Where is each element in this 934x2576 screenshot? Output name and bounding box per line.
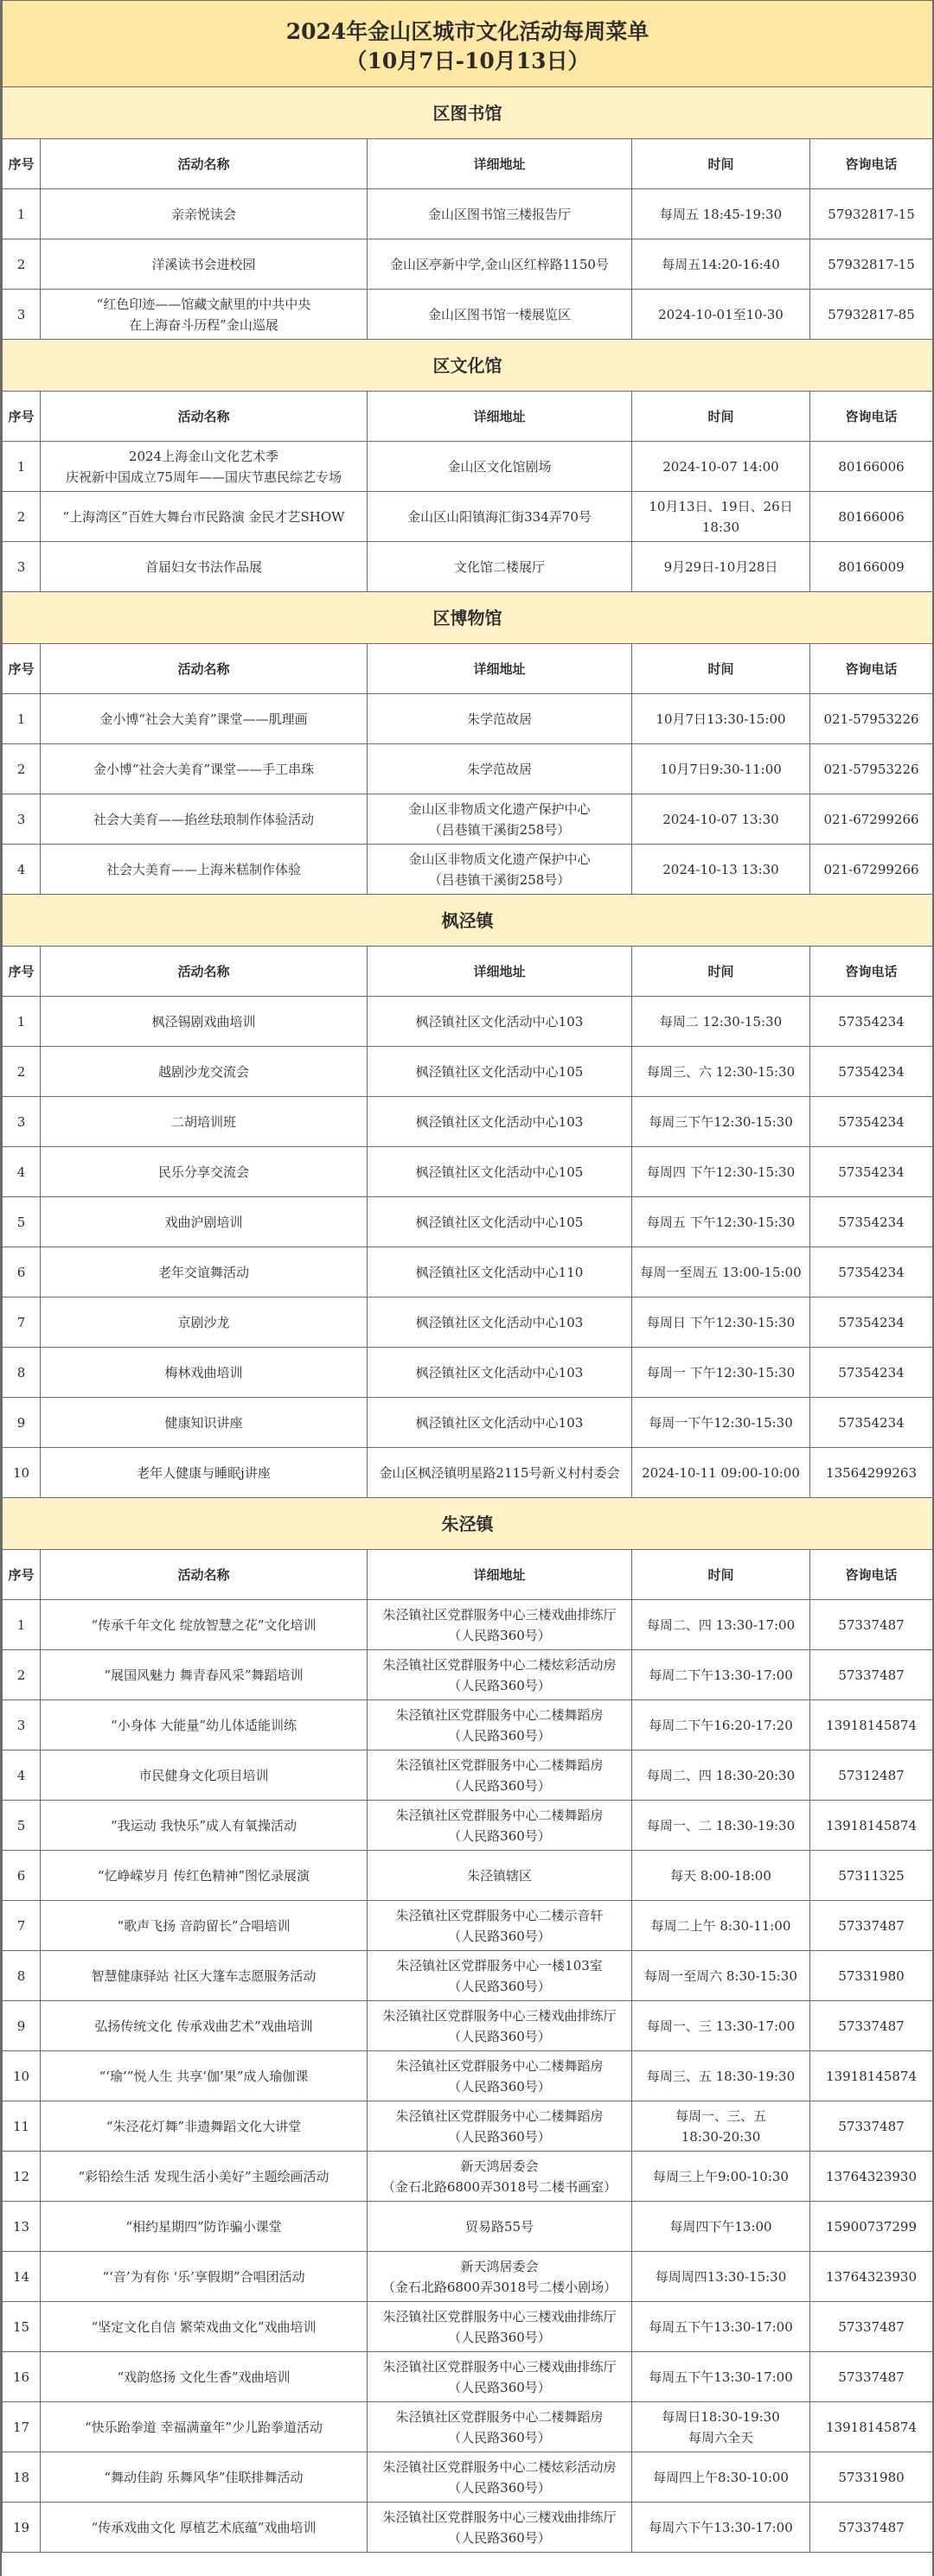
cell-activity-name: 2024上海金山文化艺术季 庆祝新中国成立75周年——国庆节惠民综艺专场 [41, 442, 368, 492]
cell-activity-name: 弘扬传统文化 传承戏曲艺术”戏曲培训 [41, 2001, 368, 2051]
cell-no: 15 [3, 2302, 41, 2352]
cell-activity-name: “‘瑜’”悦人生 共享‘伽’果”成人瑜伽课 [41, 2051, 368, 2101]
cell-time: 每周一、二 18:30-19:30 [632, 1801, 810, 1851]
cell-address: 朱泾镇社区党群服务中心三楼戏曲排练厅 （人民路360号） [368, 2302, 632, 2352]
cell-address: 朱泾镇社区党群服务中心三楼戏曲排练厅 （人民路360号） [368, 2503, 632, 2553]
cell-time: 每周一、三 13:30-17:00 [632, 2001, 810, 2051]
cell-phone: 57337487 [810, 2503, 933, 2553]
cell-time: 2024-10-07 14:00 [632, 442, 810, 492]
column-header-row [3, 139, 933, 189]
cell-no: 8 [3, 1951, 41, 2001]
cell-no: 1 [3, 442, 41, 492]
cell-phone: 57354234 [810, 1298, 933, 1348]
cell-no: 3 [3, 1700, 41, 1750]
cell-time: 每天 8:00-18:00 [632, 1851, 810, 1901]
cell-time: 10月13日、19日、26日 18:30 [632, 492, 810, 542]
cell-time: 每周二 12:30-15:30 [632, 997, 810, 1047]
cell-time: 9月29日-10月28日 [632, 542, 810, 592]
cell-activity-name: 老年交谊舞活动 [41, 1247, 368, 1298]
cell-phone: 57311325 [810, 1851, 933, 1901]
cell-no: 19 [3, 2503, 41, 2553]
table-row [3, 2302, 933, 2352]
table-row [3, 1348, 933, 1398]
cell-address: 金山区亭新中学,金山区红梓路1150号 [368, 239, 632, 290]
table-row [3, 1147, 933, 1197]
cell-phone: 57337487 [810, 2101, 933, 2152]
cell-no: 4 [3, 1147, 41, 1197]
table-row [3, 1650, 933, 1700]
cell-address: 朱泾镇社区党群服务中心二楼炫彩活动房 （人民路360号） [368, 1650, 632, 1700]
cell-time: 10月7日9:30-11:00 [632, 744, 810, 794]
cell-activity-name: 市民健身文化项目培训 [41, 1750, 368, 1801]
cell-time: 2024-10-01至10-30 [632, 290, 810, 340]
cell-activity-name: 京剧沙龙 [41, 1298, 368, 1348]
column-header: 时间 [632, 392, 810, 442]
table-row [3, 1197, 933, 1247]
cell-time: 每周五 下午12:30-15:30 [632, 1197, 810, 1247]
section-header [3, 340, 933, 392]
cell-phone: 57337487 [810, 1600, 933, 1650]
table-row [3, 2352, 933, 2402]
cell-activity-name: 健康知识讲座 [41, 1398, 368, 1448]
page-title-line2: （10月7日-10月13日） [345, 48, 590, 73]
table-row [3, 2503, 933, 2553]
table-row [3, 845, 933, 895]
cell-address: 枫泾镇社区文化活动中心105 [368, 1047, 632, 1097]
cell-address: 朱泾镇社区党群服务中心二楼舞蹈房 （人民路360号） [368, 1700, 632, 1750]
cell-time: 每周二、四 13:30-17:00 [632, 1600, 810, 1650]
table-row [3, 2101, 933, 2152]
cell-activity-name: 亲亲悦读会 [41, 189, 368, 239]
title-row [3, 1, 933, 87]
cell-time: 每周三、六 12:30-15:30 [632, 1047, 810, 1097]
cell-activity-name: “小身体 大能量”幼儿体适能训练 [41, 1700, 368, 1750]
column-header-row [3, 947, 933, 997]
cell-no: 2 [3, 1047, 41, 1097]
cell-activity-name: 社会大美育——掐丝珐琅制作体验活动 [41, 794, 368, 845]
cell-time: 每周五下午13:30-17:00 [632, 2352, 810, 2402]
cell-time: 每周三下午12:30-15:30 [632, 1097, 810, 1147]
cell-activity-name: “传承戏曲文化 厚植艺术底蕴”戏曲培训 [41, 2503, 368, 2553]
cell-phone: 021-57953226 [810, 694, 933, 744]
table-row [3, 542, 933, 592]
cell-phone: 57312487 [810, 1750, 933, 1801]
column-header-row [3, 392, 933, 442]
cell-address: 文化馆二楼展厅 [368, 542, 632, 592]
page-title-line1: 2024年金山区城市文化活动每周菜单 [285, 18, 649, 44]
cell-no: 9 [3, 1398, 41, 1448]
cell-activity-name: 民乐分享交流会 [41, 1147, 368, 1197]
column-header: 咨询电话 [810, 139, 933, 189]
cell-activity-name: “舞动佳韵 乐舞风华”佳联排舞活动 [41, 2452, 368, 2503]
cell-no: 17 [3, 2402, 41, 2452]
cell-no: 18 [3, 2452, 41, 2503]
cell-activity-name: 二胡培训班 [41, 1097, 368, 1147]
table-row [3, 1750, 933, 1801]
table-row [3, 2452, 933, 2503]
cell-phone: 57354234 [810, 1348, 933, 1398]
cell-no: 11 [3, 2101, 41, 2152]
section-title: 枫泾镇 [3, 895, 933, 947]
table-row [3, 189, 933, 239]
column-header: 活动名称 [41, 947, 368, 997]
column-header: 时间 [632, 947, 810, 997]
cell-activity-name: “朱泾花灯舞”非遗舞蹈文化大讲堂 [41, 2101, 368, 2152]
table-row [3, 1951, 933, 2001]
cell-activity-name: “‘音’为有你 ‘乐’享假期”合唱团活动 [41, 2252, 368, 2302]
column-header: 活动名称 [41, 139, 368, 189]
cell-address: 金山区文化馆剧场 [368, 442, 632, 492]
column-header: 序号 [3, 1550, 41, 1600]
cell-no: 3 [3, 290, 41, 340]
table-row [3, 2152, 933, 2202]
table-row [3, 1247, 933, 1298]
column-header: 活动名称 [41, 392, 368, 442]
cell-address: 贸易路55号 [368, 2202, 632, 2252]
cell-no: 6 [3, 1247, 41, 1298]
table-row [3, 1047, 933, 1097]
table-row [3, 2051, 933, 2101]
column-header: 详细地址 [368, 139, 632, 189]
cell-phone: 57331980 [810, 2452, 933, 2503]
cell-phone: 13918145874 [810, 1801, 933, 1851]
cell-no: 5 [3, 1801, 41, 1851]
cell-time: 每周周四13:30-15:30 [632, 2252, 810, 2302]
cell-address: 金山区非物质文化遗产保护中心 （吕巷镇干溪街258号） [368, 845, 632, 895]
cell-phone: 13918145874 [810, 2051, 933, 2101]
cell-no: 5 [3, 1197, 41, 1247]
cell-address: 朱泾镇社区党群服务中心二楼舞蹈房 （人民路360号） [368, 1801, 632, 1851]
cell-address: 朱泾镇辖区 [368, 1851, 632, 1901]
cell-activity-name: “彩铅绘生活 发现生活小美好”主题绘画活动 [41, 2152, 368, 2202]
cell-activity-name: “展国风魅力 舞青春风采”舞蹈培训 [41, 1650, 368, 1700]
cell-activity-name: 洋溪读书会进校园 [41, 239, 368, 290]
section-header [3, 895, 933, 947]
cell-phone: 57337487 [810, 1901, 933, 1951]
cell-address: 朱泾镇社区党群服务中心二楼舞蹈房 （人民路360号） [368, 2402, 632, 2452]
column-header-row [3, 1550, 933, 1600]
cell-activity-name: “戏韵悠扬 文化生香”戏曲培训 [41, 2352, 368, 2402]
cell-phone: 021-67299266 [810, 845, 933, 895]
table-row [3, 2202, 933, 2252]
column-header: 咨询电话 [810, 1550, 933, 1600]
cell-address: 枫泾镇社区文化活动中心103 [368, 1298, 632, 1348]
cell-address: 金山区图书馆三楼报告厅 [368, 189, 632, 239]
table-row [3, 2402, 933, 2452]
cell-time: 每周五14:20-16:40 [632, 239, 810, 290]
cell-phone: 57354234 [810, 1147, 933, 1197]
column-header: 序号 [3, 392, 41, 442]
cell-time: 每周一至周五 13:00-15:00 [632, 1247, 810, 1298]
cell-phone: 13564299263 [810, 1448, 933, 1498]
cell-activity-name: 金小博“社会大美育”课堂——手工串珠 [41, 744, 368, 794]
cell-no: 2 [3, 239, 41, 290]
table-row [3, 2001, 933, 2051]
cell-phone: 57354234 [810, 1097, 933, 1147]
cell-phone: 80166006 [810, 442, 933, 492]
cell-phone: 13918145874 [810, 2402, 933, 2452]
cell-no: 2 [3, 1650, 41, 1700]
cell-no: 1 [3, 997, 41, 1047]
section-title: 区文化馆 [3, 340, 933, 392]
cell-activity-name: 首届妇女书法作品展 [41, 542, 368, 592]
table-row [3, 492, 933, 542]
cell-time: 每周二下午16:20-17:20 [632, 1700, 810, 1750]
table-row [3, 997, 933, 1047]
cell-activity-name: “红色印迹——馆藏文献里的中共中央 在上海奋斗历程”金山巡展 [41, 290, 368, 340]
cell-phone: 57354234 [810, 1047, 933, 1097]
cell-activity-name: 老年人健康与睡眠j讲座 [41, 1448, 368, 1498]
cell-time: 每周一 下午12:30-15:30 [632, 1348, 810, 1398]
cell-address: 新天鸿居委会 （金石北路6800弄3018号二楼小剧场） [368, 2252, 632, 2302]
column-header: 详细地址 [368, 644, 632, 694]
cell-time: 每周五下午13:30-17:00 [632, 2302, 810, 2352]
cell-time: 每周三上午9:00-10:30 [632, 2152, 810, 2202]
cell-no: 12 [3, 2152, 41, 2202]
column-header: 序号 [3, 947, 41, 997]
page-title [3, 1, 933, 87]
column-header: 时间 [632, 139, 810, 189]
cell-no: 14 [3, 2252, 41, 2302]
cell-time: 每周日 下午12:30-15:30 [632, 1298, 810, 1348]
cell-activity-name: 梅林戏曲培训 [41, 1348, 368, 1398]
cell-activity-name: “忆峥嵘岁月 传红色精神”图忆录展演 [41, 1851, 368, 1901]
cell-address: 朱泾镇社区党群服务中心二楼舞蹈房 （人民路360号） [368, 1750, 632, 1801]
cell-time: 每周四上午8:30-10:00 [632, 2452, 810, 2503]
cell-phone: 57337487 [810, 2352, 933, 2402]
column-header: 时间 [632, 1550, 810, 1600]
cell-phone: 57354234 [810, 1398, 933, 1448]
cell-time: 每周一下午12:30-15:30 [632, 1398, 810, 1448]
cell-address: 朱学范故居 [368, 694, 632, 744]
table-row [3, 1398, 933, 1448]
section-header [3, 1498, 933, 1550]
cell-phone: 13764323930 [810, 2252, 933, 2302]
column-header: 序号 [3, 139, 41, 189]
cell-activity-name: “歌声飞扬 音韵留长”合唱培训 [41, 1901, 368, 1951]
column-header: 时间 [632, 644, 810, 694]
cell-phone: 80166009 [810, 542, 933, 592]
cell-address: 金山区图书馆一楼展览区 [368, 290, 632, 340]
cell-address: 金山区非物质文化遗产保护中心 （吕巷镇干溪街258号） [368, 794, 632, 845]
cell-phone: 57337487 [810, 1650, 933, 1700]
cell-time: 每周二下午13:30-17:00 [632, 1650, 810, 1700]
activity-table [2, 0, 933, 2553]
cell-time: 每周四 下午12:30-15:30 [632, 1147, 810, 1197]
cell-no: 4 [3, 845, 41, 895]
cell-no: 4 [3, 1750, 41, 1801]
cell-address: 朱泾镇社区党群服务中心三楼戏曲排练厅 （人民路360号） [368, 2352, 632, 2402]
cell-no: 6 [3, 1851, 41, 1901]
table-row [3, 1851, 933, 1901]
cell-address: 枫泾镇社区文化活动中心105 [368, 1197, 632, 1247]
table-row [3, 2252, 933, 2302]
cell-no: 2 [3, 492, 41, 542]
cell-time: 2024-10-07 13:30 [632, 794, 810, 845]
column-header: 活动名称 [41, 1550, 368, 1600]
cell-no: 9 [3, 2001, 41, 2051]
cell-no: 3 [3, 542, 41, 592]
section-title: 区博物馆 [3, 592, 933, 644]
cell-address: 朱泾镇社区党群服务中心三楼戏曲排练厅 （人民路360号） [368, 2001, 632, 2051]
cell-no: 3 [3, 794, 41, 845]
column-header: 详细地址 [368, 392, 632, 442]
cell-activity-name: “上海湾区”百姓大舞台市民路演 金民才艺SHOW [41, 492, 368, 542]
table-row [3, 290, 933, 340]
cell-phone: 57331980 [810, 1951, 933, 2001]
cell-time: 每周日18:30-19:30 每周六全天 [632, 2402, 810, 2452]
cell-activity-name: “我运动 我快乐”成人有氧操活动 [41, 1801, 368, 1851]
cell-phone: 57337487 [810, 2001, 933, 2051]
cell-phone: 57932817-15 [810, 189, 933, 239]
cell-address: 朱泾镇社区党群服务中心二楼舞蹈房 （人民路360号） [368, 2101, 632, 2152]
cell-time: 每周二上午 8:30-11:00 [632, 1901, 810, 1951]
cell-address: 朱泾镇社区党群服务中心二楼炫彩活动房 （人民路360号） [368, 2452, 632, 2503]
table-row [3, 1801, 933, 1851]
section-title: 区图书馆 [3, 87, 933, 139]
cell-time: 每周五 18:45-19:30 [632, 189, 810, 239]
cell-phone: 15900737299 [810, 2202, 933, 2252]
cell-address: 枫泾镇社区文化活动中心103 [368, 1348, 632, 1398]
cell-phone: 13918145874 [810, 1700, 933, 1750]
cell-phone: 13764323930 [810, 2152, 933, 2202]
cell-no: 10 [3, 2051, 41, 2101]
cell-time: 10月7日13:30-15:00 [632, 694, 810, 744]
cell-address: 枫泾镇社区文化活动中心110 [368, 1247, 632, 1298]
table-row [3, 794, 933, 845]
cell-address: 枫泾镇社区文化活动中心103 [368, 1398, 632, 1448]
cell-activity-name: 智慧健康驿站 社区大篷车志愿服务活动 [41, 1951, 368, 2001]
cell-activity-name: 社会大美育——上海米糕制作体验 [41, 845, 368, 895]
cell-time: 2024-10-11 09:00-10:00 [632, 1448, 810, 1498]
cell-phone: 57932817-15 [810, 239, 933, 290]
cell-no: 1 [3, 189, 41, 239]
cell-phone: 57354234 [810, 997, 933, 1047]
cell-phone: 57932817-85 [810, 290, 933, 340]
cell-address: 枫泾镇社区文化活动中心103 [368, 997, 632, 1047]
cell-no: 7 [3, 1901, 41, 1951]
cell-phone: 57354234 [810, 1197, 933, 1247]
section-header [3, 87, 933, 139]
table-row [3, 1448, 933, 1498]
cell-phone: 021-57953226 [810, 744, 933, 794]
cell-activity-name: “坚定文化自信 繁荣戏曲文化”戏曲培训 [41, 2302, 368, 2352]
column-header: 详细地址 [368, 947, 632, 997]
table-row [3, 744, 933, 794]
cell-no: 8 [3, 1348, 41, 1398]
cell-address: 枫泾镇社区文化活动中心103 [368, 1097, 632, 1147]
cell-address: 枫泾镇社区文化活动中心105 [368, 1147, 632, 1197]
cell-address: 金山区山阳镇海汇街334弄70号 [368, 492, 632, 542]
cell-address: 朱泾镇社区党群服务中心二楼示音轩 （人民路360号） [368, 1901, 632, 1951]
cell-phone: 021-67299266 [810, 794, 933, 845]
cell-address: 朱泾镇社区党群服务中心三楼戏曲排练厅 （人民路360号） [368, 1600, 632, 1650]
cell-address: 朱学范故居 [368, 744, 632, 794]
column-header: 序号 [3, 644, 41, 694]
cell-activity-name: 戏曲沪剧培训 [41, 1197, 368, 1247]
section-header [3, 592, 933, 644]
cell-no: 1 [3, 1600, 41, 1650]
cell-activity-name: “传承千年文化 绽放智慧之花”文化培训 [41, 1600, 368, 1650]
cell-time: 每周六下午13:30-17:00 [632, 2503, 810, 2553]
cell-activity-name: 金小博“社会大美育”课堂——肌理画 [41, 694, 368, 744]
cell-time: 每周二、四 18:30-20:30 [632, 1750, 810, 1801]
cell-no: 1 [3, 694, 41, 744]
cell-address: 朱泾镇社区党群服务中心二楼舞蹈房 （人民路360号） [368, 2051, 632, 2101]
cell-phone: 80166006 [810, 492, 933, 542]
cell-time: 每周一至周六 8:30-15:30 [632, 1951, 810, 2001]
cell-time: 每周一、三、五 18:30-20:30 [632, 2101, 810, 2152]
column-header: 咨询电话 [810, 947, 933, 997]
cell-time: 每周三、五 18:30-19:30 [632, 2051, 810, 2101]
cell-no: 2 [3, 744, 41, 794]
cell-phone: 57337487 [810, 2302, 933, 2352]
table-row [3, 442, 933, 492]
cell-address: 朱泾镇社区党群服务中心一楼103室 （人民路360号） [368, 1951, 632, 2001]
cell-time: 每周四下午13:00 [632, 2202, 810, 2252]
cell-no: 10 [3, 1448, 41, 1498]
cell-no: 16 [3, 2352, 41, 2402]
cell-phone: 57354234 [810, 1247, 933, 1298]
cell-activity-name: 越剧沙龙交流会 [41, 1047, 368, 1097]
cell-address: 金山区枫泾镇明星路2115号新义村村委会 [368, 1448, 632, 1498]
cell-activity-name: 枫泾锡剧戏曲培训 [41, 997, 368, 1047]
cell-no: 3 [3, 1097, 41, 1147]
table-row [3, 239, 933, 290]
table-row [3, 1901, 933, 1951]
column-header: 详细地址 [368, 1550, 632, 1600]
table-row [3, 694, 933, 744]
table-row [3, 1097, 933, 1147]
cell-no: 7 [3, 1298, 41, 1348]
column-header: 咨询电话 [810, 392, 933, 442]
column-header: 活动名称 [41, 644, 368, 694]
cell-no: 13 [3, 2202, 41, 2252]
column-header: 咨询电话 [810, 644, 933, 694]
cell-activity-name: “快乐跆拳道 幸福满童年”少儿跆拳道活动 [41, 2402, 368, 2452]
table-row [3, 1600, 933, 1650]
cell-activity-name: “相约星期四”防诈骗小课堂 [41, 2202, 368, 2252]
column-header-row [3, 644, 933, 694]
section-title: 朱泾镇 [3, 1498, 933, 1550]
cell-address: 新天鸿居委会 （金石北路6800弄3018号二楼书画室） [368, 2152, 632, 2202]
table-row [3, 1700, 933, 1750]
table-row [3, 1298, 933, 1348]
cell-time: 2024-10-13 13:30 [632, 845, 810, 895]
